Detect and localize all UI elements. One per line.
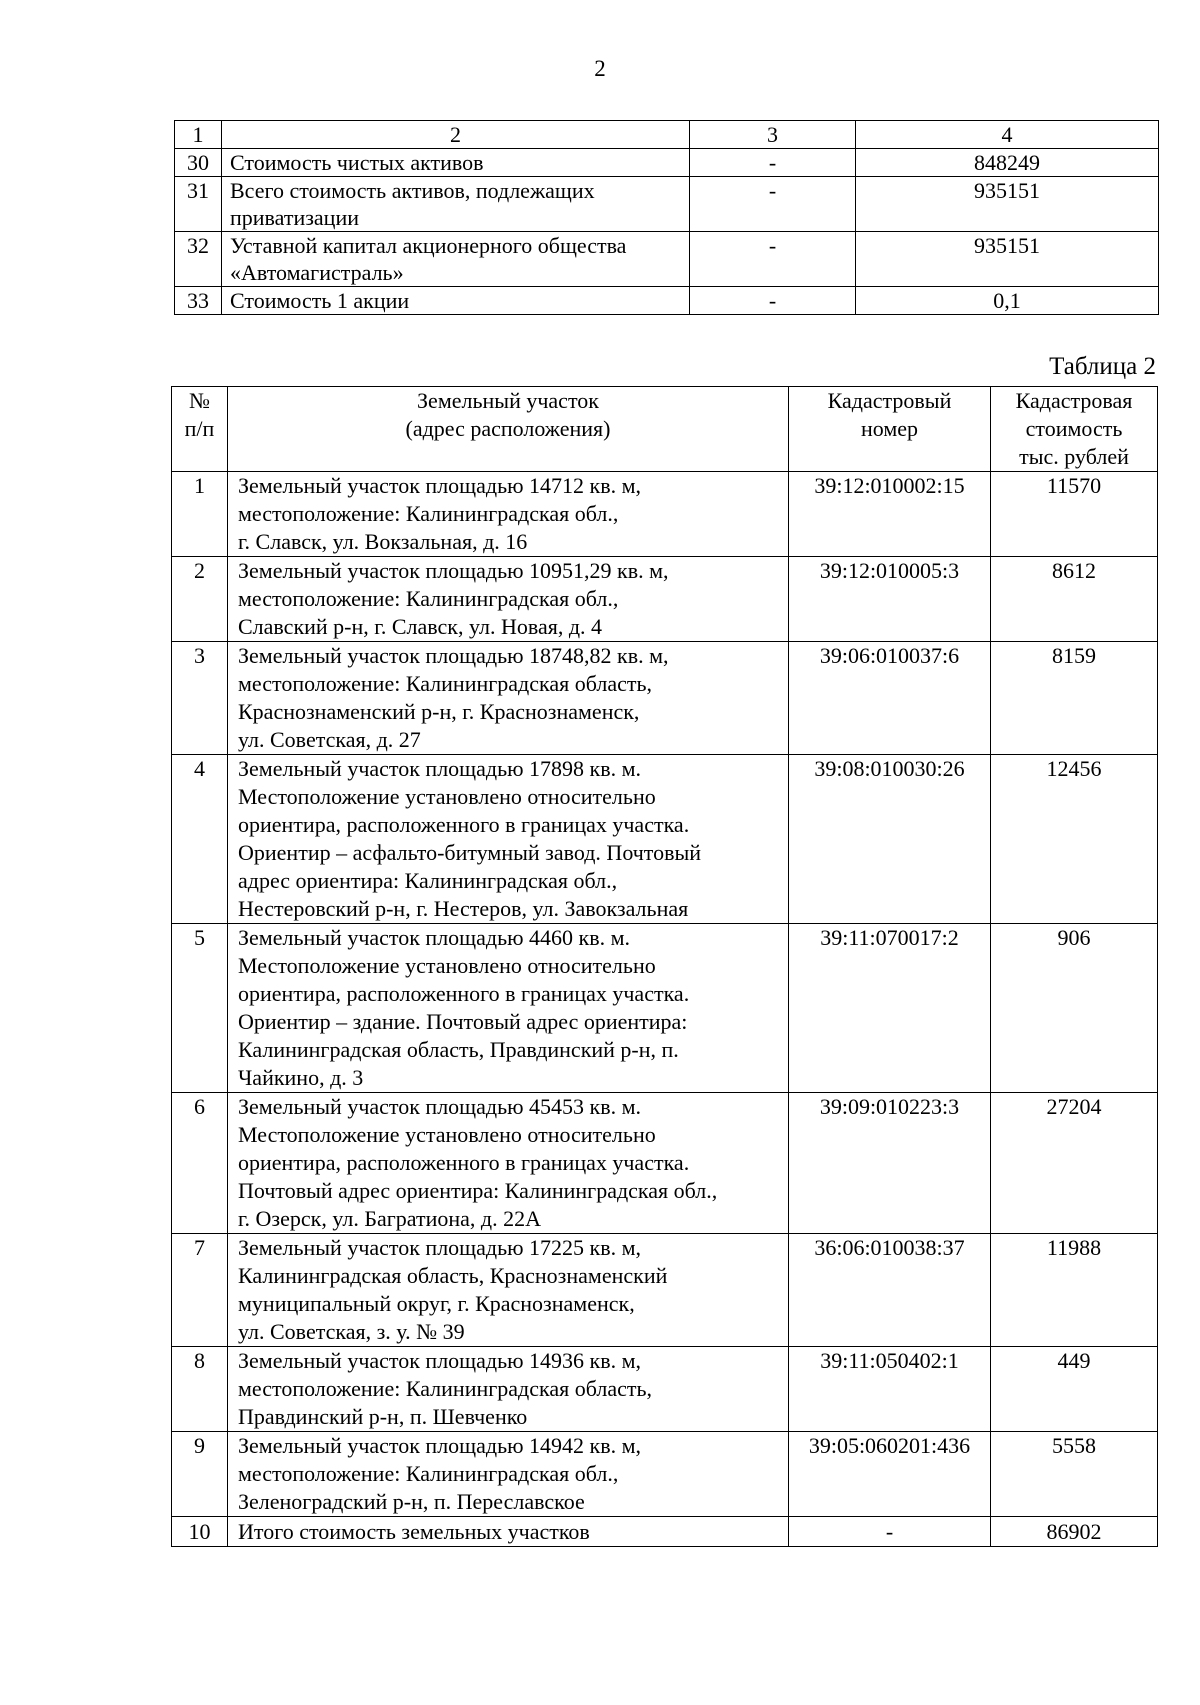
row-number: 1 [172, 472, 228, 557]
col-header: 1 [175, 121, 222, 149]
cadastral-cost: 5558 [991, 1432, 1158, 1517]
header-line: номер [860, 416, 919, 441]
header-cadastral-number [789, 387, 991, 472]
asset-table [174, 120, 1159, 315]
cadastral-number: 39:11:070017:2 [789, 924, 991, 1093]
row-number: 7 [172, 1234, 228, 1347]
total-number: 10 [172, 1517, 228, 1547]
row-number: 3 [172, 642, 228, 755]
header-line: тыс. рублей [1019, 444, 1129, 469]
description-line: Земельный участок площадью 17898 кв. м. [238, 756, 642, 781]
row-number: 2 [172, 557, 228, 642]
cadastral-cost: 8159 [991, 642, 1158, 755]
description-line: местоположение: Калининградская область, [238, 671, 653, 696]
table-row [172, 755, 1158, 924]
total-cadastral: - [789, 1517, 991, 1547]
description-line: Земельный участок площадью 10951,29 кв. м, [238, 558, 669, 583]
table-row [172, 472, 1158, 557]
table-caption: Таблица 2 [1049, 353, 1156, 380]
description-line: Правдинский р-н, п. Шевченко [238, 1404, 528, 1429]
description-line: ориентира, расположенного в границах участка. [238, 981, 690, 1006]
cadastral-number: 39:12:010002:15 [789, 472, 991, 557]
cadastral-cost: 906 [991, 924, 1158, 1093]
row-name: Уставной капитал акционерного общества «Автомагистраль» [222, 232, 690, 287]
row-number: 32 [175, 232, 222, 287]
header-line: № [189, 388, 210, 413]
header-line: Кадастровый [827, 388, 952, 413]
row-number: 5 [172, 924, 228, 1093]
row-name: Всего стоимость активов, подлежащих приватизации [222, 177, 690, 232]
table-row [172, 1347, 1158, 1432]
row-col3: - [690, 287, 856, 315]
description-line: местоположение: Калининградская обл., [238, 501, 619, 526]
description-line: Земельный участок площадью 14712 кв. м, [238, 473, 642, 498]
row-number: 4 [172, 755, 228, 924]
cadastral-cost: 11988 [991, 1234, 1158, 1347]
header-line: Кадастровая [1015, 388, 1133, 413]
cadastral-cost: 449 [991, 1347, 1158, 1432]
table-row [172, 1234, 1158, 1347]
col-header: 2 [222, 121, 690, 149]
table-row [175, 177, 1159, 232]
description-line: местоположение: Калининградская обл., [238, 1461, 619, 1486]
description-line: Земельный участок площадью 18748,82 кв. м, [238, 643, 669, 668]
description-line: Калининградская область, Краснознаменский [238, 1263, 668, 1288]
cadastral-number: 39:09:010223:3 [789, 1093, 991, 1234]
cadastral-cost: 27204 [991, 1093, 1158, 1234]
description-line: Зеленоградский р-н, п. Переславское [238, 1489, 585, 1514]
table-row [172, 924, 1158, 1093]
total-cost: 86902 [991, 1517, 1158, 1547]
row-col3: - [690, 232, 856, 287]
description-line: Земельный участок площадью 45453 кв. м. [238, 1094, 642, 1119]
col-header: 3 [690, 121, 856, 149]
row-number: 8 [172, 1347, 228, 1432]
header-num [172, 387, 228, 472]
row-name: Стоимость чистых активов [222, 149, 690, 177]
description-line: Местоположение установлено относительно [238, 784, 656, 809]
land-description [228, 557, 789, 642]
row-value: 935151 [856, 177, 1159, 232]
cadastral-cost: 8612 [991, 557, 1158, 642]
description-line: Местоположение установлено относительно [238, 1122, 656, 1147]
description-line: г. Озерск, ул. Багратиона, д. 22А [238, 1206, 541, 1231]
total-label: Итого стоимость земельных участков [228, 1517, 789, 1547]
description-line: местоположение: Калининградская область, [238, 1376, 653, 1401]
description-line: г. Славск, ул. Вокзальная, д. 16 [238, 529, 528, 554]
description-line: Земельный участок площадью 17225 кв. м, [238, 1235, 642, 1260]
description-line: Земельный участок площадью 14942 кв. м, [238, 1433, 642, 1458]
table-row [175, 232, 1159, 287]
cadastral-number: 39:12:010005:3 [789, 557, 991, 642]
cadastral-number: 39:05:060201:436 [789, 1432, 991, 1517]
row-number: 9 [172, 1432, 228, 1517]
header-line: стоимость [1025, 416, 1123, 441]
land-table-header [172, 387, 1158, 472]
row-number: 30 [175, 149, 222, 177]
land-description [228, 1234, 789, 1347]
description-line: Почтовый адрес ориентира: Калининградская обл., [238, 1178, 718, 1203]
land-description [228, 924, 789, 1093]
description-line: Калининградская область, Правдинский р-н, п. [238, 1037, 679, 1062]
cadastral-number: 39:06:010037:6 [789, 642, 991, 755]
col-header: 4 [856, 121, 1159, 149]
total-row [172, 1517, 1158, 1547]
table-row [172, 1432, 1158, 1517]
cadastral-number: 36:06:010038:37 [789, 1234, 991, 1347]
land-plots-table [171, 386, 1158, 1547]
land-description [228, 642, 789, 755]
land-table-body [172, 472, 1158, 1517]
cadastral-number: 39:08:010030:26 [789, 755, 991, 924]
row-number: 33 [175, 287, 222, 315]
description-line: ул. Советская, д. 27 [238, 727, 421, 752]
header-line: п/п [184, 416, 215, 441]
land-description [228, 755, 789, 924]
land-description [228, 1347, 789, 1432]
description-line: Местоположение установлено относительно [238, 953, 656, 978]
land-description [228, 472, 789, 557]
description-line: Нестеровский р-н, г. Нестеров, ул. Завокзальная [238, 896, 689, 921]
row-name: Стоимость 1 акции [222, 287, 690, 315]
table-row [172, 1093, 1158, 1234]
row-value: 935151 [856, 232, 1159, 287]
description-line: Славский р-н, г. Славск, ул. Новая, д. 4 [238, 614, 603, 639]
asset-table-header [175, 121, 1159, 149]
row-value: 848249 [856, 149, 1159, 177]
row-number: 6 [172, 1093, 228, 1234]
description-line: местоположение: Калининградская обл., [238, 586, 619, 611]
row-col3: - [690, 149, 856, 177]
description-line: Земельный участок площадью 4460 кв. м. [238, 925, 631, 950]
description-line: ориентира, расположенного в границах участка. [238, 812, 690, 837]
cadastral-number: 39:11:050402:1 [789, 1347, 991, 1432]
description-line: ориентира, расположенного в границах участка. [238, 1150, 690, 1175]
description-line: Краснознаменский р-н, г. Краснознаменск, [238, 699, 640, 724]
table-row [172, 642, 1158, 755]
header-line: Земельный участок [417, 388, 599, 413]
land-description [228, 1432, 789, 1517]
description-line: ул. Советская, з. у. № 39 [238, 1319, 465, 1344]
header-cadastral-cost [991, 387, 1158, 472]
cadastral-cost: 12456 [991, 755, 1158, 924]
page-number: 2 [594, 56, 606, 81]
description-line: муниципальный округ, г. Краснознаменск, [238, 1291, 635, 1316]
land-description [228, 1093, 789, 1234]
row-col3: - [690, 177, 856, 232]
header-land [228, 387, 789, 472]
table-row [172, 557, 1158, 642]
cadastral-cost: 11570 [991, 472, 1158, 557]
description-line: адрес ориентира: Калининградская обл., [238, 868, 618, 893]
header-line: (адрес расположения) [405, 416, 611, 441]
description-line: Ориентир – здание. Почтовый адрес ориентира: [238, 1009, 688, 1034]
description-line: Земельный участок площадью 14936 кв. м, [238, 1348, 642, 1373]
description-line: Ориентир – асфальто-битумный завод. Почтовый [238, 840, 702, 865]
row-number: 31 [175, 177, 222, 232]
description-line: Чайкино, д. 3 [238, 1065, 364, 1090]
table-row [175, 287, 1159, 315]
row-value: 0,1 [856, 287, 1159, 315]
table-row [175, 149, 1159, 177]
